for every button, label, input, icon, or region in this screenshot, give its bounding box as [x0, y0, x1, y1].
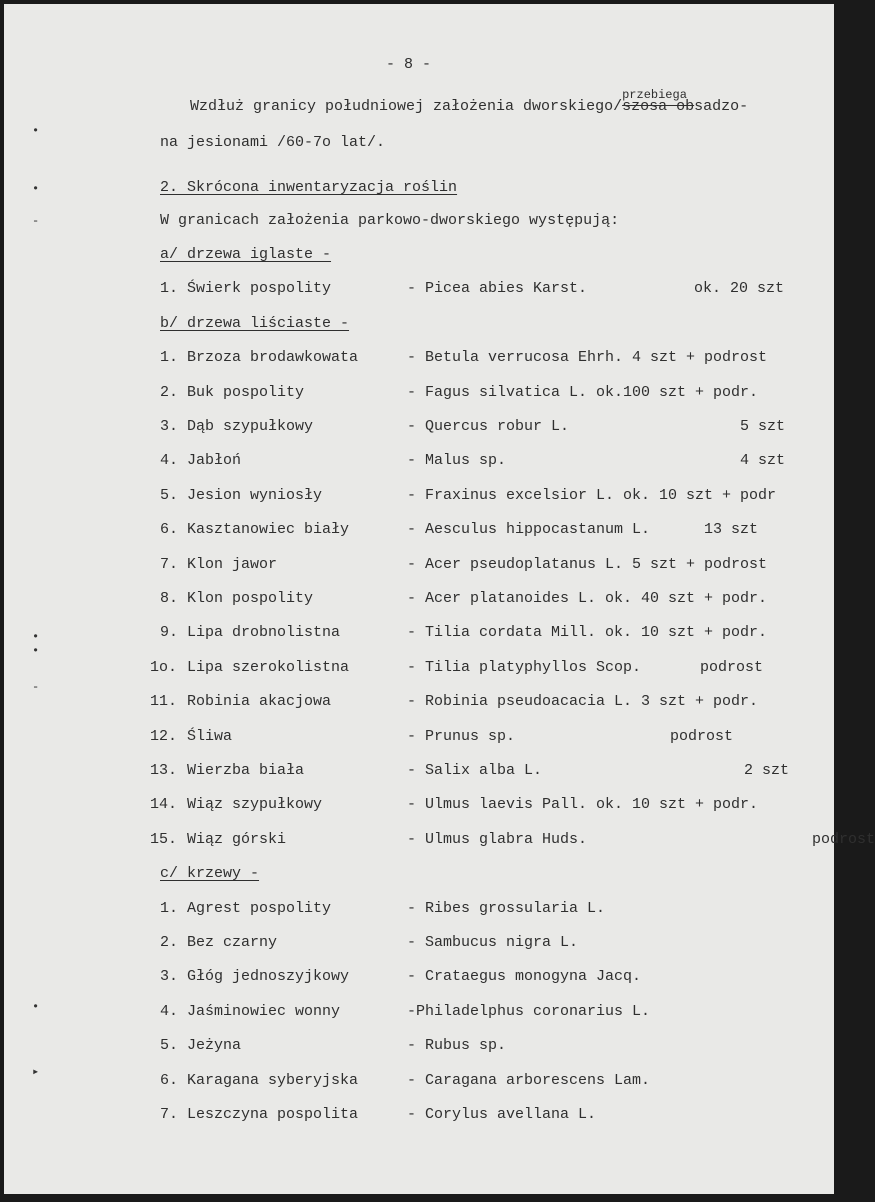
item-latin-name: - Quercus robur L.	[407, 418, 570, 435]
item-polish-name: Wierzba biała	[187, 762, 305, 779]
item-latin-name: - Picea abies Karst.	[407, 280, 588, 298]
item-latin-name: - Prunus sp.	[407, 727, 516, 745]
item-polish-name: Jeżyna	[187, 1037, 242, 1055]
item-polish-name: Buk pospolity	[187, 383, 305, 401]
item-number: 9.	[160, 624, 179, 642]
item-polish-name: Śliwa	[187, 727, 233, 745]
intro-line-1	[190, 88, 749, 115]
item-number: 1.	[160, 280, 179, 298]
item-number: 11.	[150, 693, 178, 711]
item-number: 5.	[160, 486, 179, 504]
item-number: 1.	[160, 349, 179, 367]
item-polish-name: Wiąz szypułkowy	[187, 796, 323, 814]
item-number: 13.	[150, 762, 178, 779]
item-polish-name: Leszczyna pospolita	[187, 1106, 359, 1123]
item-latin-name: - Fagus silvatica L.	[407, 383, 588, 401]
item-quantity: ok. 10 szt + podr.	[605, 624, 768, 642]
item-quantity: podrost	[700, 658, 764, 676]
margin-mark: •	[32, 182, 40, 196]
intro-slash: /	[613, 98, 623, 115]
item-number: 6.	[160, 521, 179, 539]
item-number: 5.	[160, 1037, 179, 1055]
group-heading: a/ drzewa iglaste -	[160, 246, 332, 263]
item-latin-name: - Acer platanoides L.	[407, 590, 597, 607]
margin-mark: -	[32, 214, 40, 228]
intro-line-2: na jesionami /60-7o lat/.	[160, 134, 386, 151]
item-number: 6.	[160, 1071, 179, 1089]
item-latin-name: - Fraxinus excelsior L.	[407, 486, 615, 504]
item-latin-name: - Malus sp.	[407, 452, 507, 470]
item-quantity: 5 szt	[740, 418, 786, 435]
item-polish-name: Wiąz górski	[187, 830, 287, 848]
item-latin-name: - Ribes grossularia L.	[407, 899, 606, 917]
item-latin-name: - Tilia cordata Mill.	[407, 624, 597, 642]
margin-mark: •	[32, 1000, 40, 1014]
item-quantity: 4 szt + podrost	[632, 349, 768, 367]
item-polish-name: Klon pospolity	[187, 590, 314, 607]
item-quantity: 2 szt	[744, 762, 790, 779]
item-number: 12.	[150, 727, 178, 745]
item-polish-name: Robinia akacjowa	[187, 693, 332, 711]
intro-text: Wzdłuż granicy południowej założenia dworskiego	[190, 98, 614, 115]
item-latin-name: - Corylus avellana L.	[407, 1106, 597, 1123]
page-number: - 8 -	[386, 56, 432, 73]
group-heading: b/ drzewa liściaste -	[160, 314, 350, 332]
item-number: 4.	[160, 1002, 179, 1020]
intro-text-end: sadzo-	[694, 98, 749, 115]
item-quantity: 4 szt	[740, 452, 786, 470]
item-latin-name: - Rubus sp.	[407, 1037, 507, 1055]
item-number: 3.	[160, 968, 179, 986]
item-quantity: ok. 10 szt + podr.	[596, 796, 759, 814]
item-quantity: 13 szt	[704, 521, 759, 539]
item-quantity: podrost	[670, 727, 734, 745]
section-heading: 2. Skrócona inwentaryzacja roślin	[160, 179, 458, 196]
correction-text: przebiega	[622, 88, 687, 102]
item-latin-name: - Crataegus monogyna Jacq.	[407, 968, 642, 986]
item-number: 2.	[160, 383, 179, 401]
item-quantity: 3 szt + podr.	[641, 693, 759, 711]
margin-mark: -	[32, 680, 40, 694]
item-latin-name: - Aesculus hippocastanum L.	[407, 521, 651, 539]
item-number: 1o.	[150, 658, 178, 676]
struck-text: szosa ob	[622, 98, 695, 115]
item-number: 2.	[160, 934, 179, 951]
item-quantity: ok. 20 szt	[694, 280, 785, 298]
correction	[622, 88, 695, 115]
item-quantity: ok.100 szt + podr.	[596, 383, 759, 401]
item-polish-name: Dąb szypułkowy	[187, 418, 314, 435]
item-polish-name: Karagana syberyjska	[187, 1071, 359, 1089]
item-quantity: podrost	[812, 830, 875, 848]
item-number: 3.	[160, 418, 179, 435]
item-number: 4.	[160, 452, 179, 470]
item-number: 7.	[160, 555, 179, 573]
item-latin-name: - Salix alba L.	[407, 762, 543, 779]
item-number: 8.	[160, 590, 179, 607]
item-polish-name: Agrest pospolity	[187, 899, 332, 917]
document-page	[4, 4, 875, 1194]
item-polish-name: Klon jawor	[187, 555, 278, 573]
item-number: 15.	[150, 830, 178, 848]
item-quantity: ok. 40 szt + podr.	[605, 590, 768, 607]
group-heading: c/ krzewy -	[160, 865, 260, 883]
margin-mark: •	[32, 644, 40, 658]
item-polish-name: Świerk pospolity	[187, 280, 332, 298]
section-intro: W granicach założenia parkowo-dworskiego występują:	[160, 212, 620, 229]
item-latin-name: - Acer pseudoplatanus L.	[407, 555, 624, 573]
item-number: 14.	[150, 796, 178, 814]
item-polish-name: Jabłoń	[187, 452, 242, 470]
item-latin-name: - Sambucus nigra L.	[407, 934, 579, 951]
item-latin-name: - Caragana arborescens Lam.	[407, 1071, 651, 1089]
item-polish-name: Kasztanowiec biały	[187, 521, 350, 539]
margin-mark: •	[32, 630, 40, 644]
item-polish-name: Jesion wyniosły	[187, 486, 323, 504]
item-polish-name: Lipa drobnolistna	[187, 624, 341, 642]
item-latin-name: - Ulmus glabra Huds.	[407, 830, 588, 848]
item-polish-name: Lipa szerokolistna	[187, 658, 350, 676]
item-latin-name: - Betula verrucosa Ehrh.	[407, 349, 624, 367]
item-polish-name: Bez czarny	[187, 934, 278, 951]
item-polish-name: Jaśminowiec wonny	[187, 1002, 341, 1020]
item-number: 1.	[160, 899, 179, 917]
margin-mark: •	[32, 124, 40, 138]
item-polish-name: Głóg jednoszyjkowy	[187, 968, 350, 986]
item-polish-name: Brzoza brodawkowata	[187, 349, 359, 367]
item-number: 7.	[160, 1106, 179, 1123]
item-quantity: ok. 10 szt + podr	[623, 486, 777, 504]
margin-mark: ▸	[32, 1065, 40, 1079]
item-quantity: 5 szt + podrost	[632, 555, 768, 573]
item-latin-name: - Robinia pseudoacacia L.	[407, 693, 633, 711]
item-latin-name: - Ulmus laevis Pall.	[407, 796, 588, 814]
item-latin-name: - Tilia platyphyllos Scop.	[407, 658, 642, 676]
item-latin-name: -Philadelphus coronarius L.	[407, 1002, 651, 1020]
